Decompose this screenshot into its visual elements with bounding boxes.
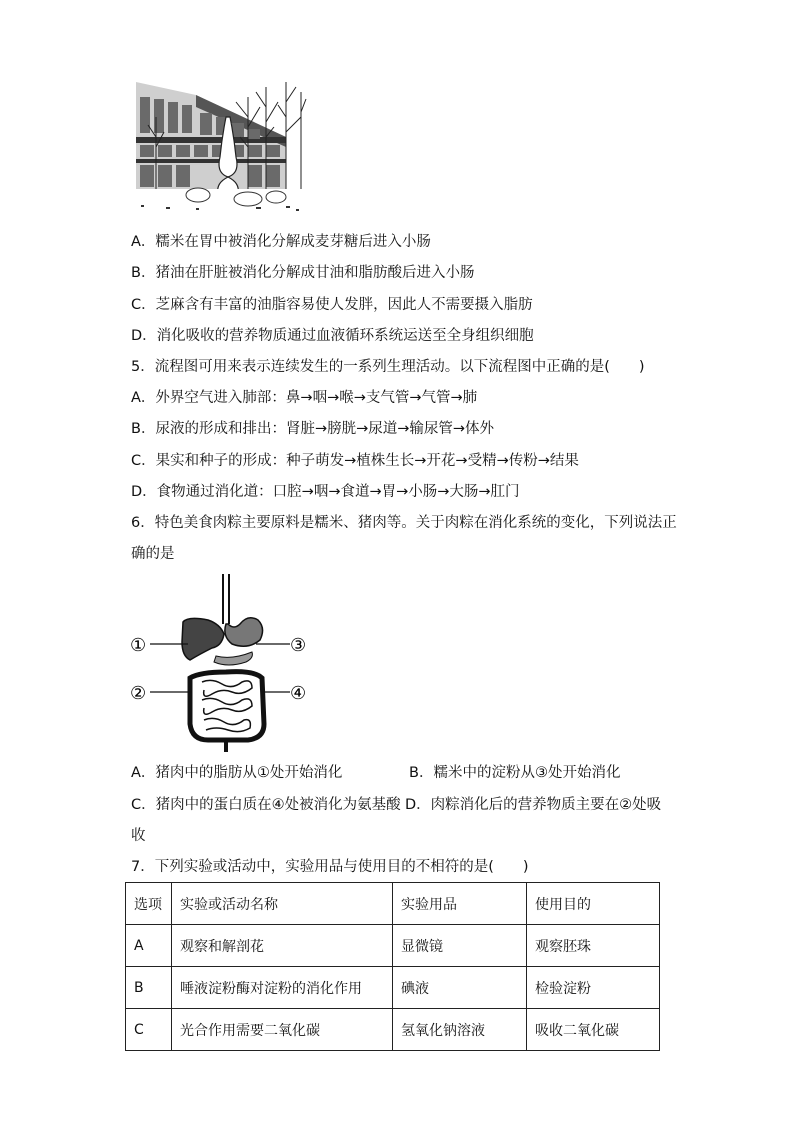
table-cell: C	[126, 1009, 172, 1051]
table-header-cell: 使用目的	[527, 883, 660, 925]
q5-option-a: A．外界空气进入肺部：鼻→咽→喉→支气管→气管→肺	[131, 390, 478, 406]
table-cell: 观察胚珠	[527, 925, 660, 967]
table-cell: 检验淀粉	[527, 967, 660, 1009]
building-sculpture-photo	[136, 77, 308, 213]
table-header-cell: 选项	[126, 883, 172, 925]
table-cell: 光合作用需要二氧化碳	[172, 1009, 393, 1051]
table-row	[126, 967, 660, 1009]
table-cell: A	[126, 925, 172, 967]
table-cell: 显微镜	[393, 925, 527, 967]
table-cell: 观察和解剖花	[172, 925, 393, 967]
q6-stem-line2: 确的是	[131, 546, 175, 562]
q6-option-d-line1: D．肉粽消化后的营养物质主要在②处吸	[405, 797, 662, 813]
q6-option-c: C．猪肉中的蛋白质在④处被消化为氨基酸	[131, 797, 401, 813]
digestive-system-diagram	[128, 574, 318, 754]
table-header-cell: 实验或活动名称	[172, 883, 393, 925]
table-row	[126, 925, 660, 967]
q5-stem: 5．流程图可用来表示连续发生的一系列生理活动。以下流程图中正确的是( )	[131, 359, 645, 375]
table-cell: 吸收二氧化碳	[527, 1009, 660, 1051]
table-cell: 唾液淀粉酶对淀粉的消化作用	[172, 967, 393, 1009]
q5-option-c: C．果实和种子的形成：种子萌发→植株生长→开花→受精→传粉→结果	[131, 453, 579, 469]
table-row	[126, 1009, 660, 1051]
q4-option-b: B．猪油在肝脏被消化分解成甘油和脂肪酸后进入小肠	[131, 265, 475, 281]
table-header-cell: 实验用品	[393, 883, 527, 925]
q4-option-d: D．消化吸收的营养物质通过血液循环系统运送至全身组织细胞	[131, 328, 534, 344]
q4-option-c: C．芝麻含有丰富的油脂容易使人发胖，因此人不需要摄入脂肪	[131, 297, 533, 313]
diagram-label-3: ③	[290, 635, 307, 656]
diagram-label-2: ②	[130, 683, 147, 704]
q5-option-d: D．食物通过消化道：口腔→咽→食道→胃→小肠→大肠→肛门	[131, 484, 520, 500]
q7-table	[125, 882, 660, 1051]
q6-stem-line1: 6．特色美食肉粽主要原料是糯米、猪肉等。关于肉粽在消化系统的变化，下列说法正	[131, 515, 677, 531]
diagram-label-1: ①	[130, 635, 147, 656]
q6-option-d-line2: 收	[131, 828, 146, 844]
q6-option-b: B．糯米中的淀粉从③处开始消化	[409, 765, 621, 781]
q4-option-a: A．糯米在胃中被消化分解成麦芽糖后进入小肠	[131, 234, 431, 250]
table-header-row	[126, 883, 660, 925]
table-cell: B	[126, 967, 172, 1009]
table-cell: 碘液	[393, 967, 527, 1009]
q5-option-b: B．尿液的形成和排出：肾脏→膀胱→尿道→输尿管→体外	[131, 421, 495, 437]
diagram-label-4: ④	[290, 683, 307, 704]
q6-option-a: A．猪肉中的脂肪从①处开始消化	[131, 765, 343, 781]
q7-stem: 7．下列实验或活动中，实验用品与使用目的不相符的是( )	[131, 859, 529, 875]
table-cell: 氢氧化钠溶液	[393, 1009, 527, 1051]
